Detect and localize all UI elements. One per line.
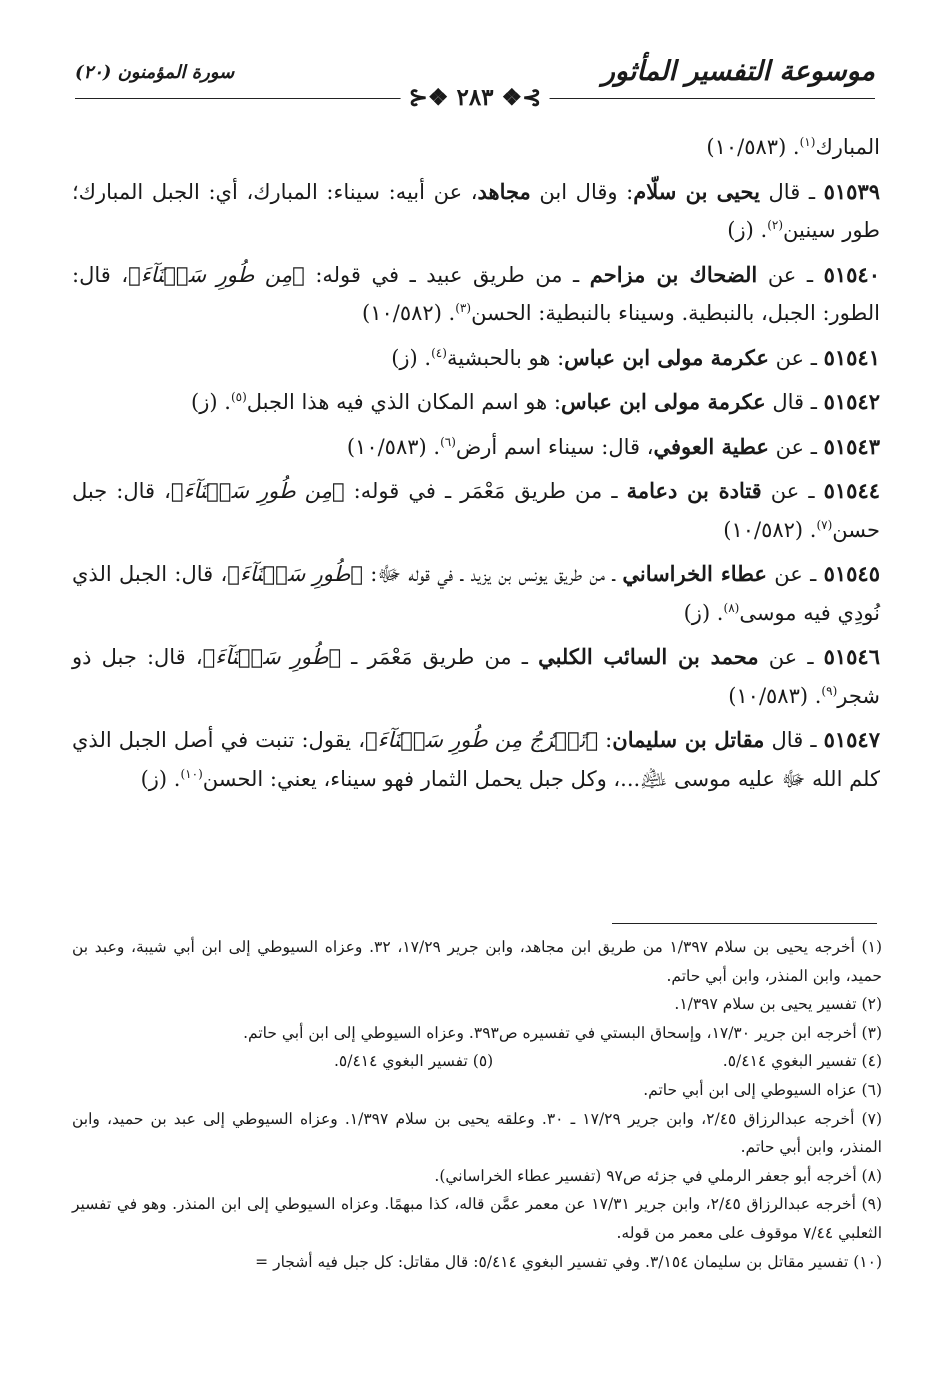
footnote-ref: (٣) <box>455 301 472 315</box>
narrator-name: عكرمة مولى ابن عباس <box>564 344 769 370</box>
narration-paragraph <box>72 128 880 167</box>
narration-text: ـ من طريق عبيد ـ في قوله: <box>304 262 590 287</box>
quran-quote: ﴿مِن طُورِ سَيۡنَآءَ﴾ <box>128 262 305 287</box>
narration-text: المبارك <box>815 135 880 159</box>
narration-text: . (ز) <box>683 600 724 625</box>
narration-text: ، قال: الجبل الذي نُودِي فيه موسى <box>72 562 880 625</box>
ornament-right-icon: ❖⊰ <box>501 84 542 111</box>
narration-text: . (١٠/٥٨٣) <box>706 135 800 159</box>
narration-text: ـ عن <box>768 345 824 370</box>
narration-paragraph <box>72 555 880 632</box>
narration-paragraph <box>72 256 880 333</box>
narration-text: ـ قال <box>759 179 824 204</box>
narrator-name: يحيى بن سلّام <box>633 178 760 204</box>
footnote-ref: (٢) <box>767 218 784 232</box>
narration-text: : <box>598 728 613 752</box>
narrator-name: عكرمة مولى ابن عباس <box>560 389 766 414</box>
narration-paragraph <box>72 428 880 467</box>
footnote-9: (٩) أخرجه عبدالرزاق ٢/٤٥، وابن جرير ١٧/٣١ عن معمر عمَّن قاله، كذا مبهمًا. وعزاه السيوطي إلى ابن المنذر. وهو في تفسير الثعلبي ٧/٤٤ موقوف على معمر من قوله. <box>72 1195 882 1242</box>
footnote-7: (٧) أخرجه عبدالرزاق ٢/٤٥، وابن جرير ١٧/٢٩ ـ ٣٠. وعلقه يحيى بن سلام ١/٣٩٧. وعزاه السيوطي إلى عبد بن حميد، وابن المنذر، وابن أبي حاتم. <box>72 1109 882 1157</box>
book-title: موسوعة التفسير المأثور <box>601 56 875 87</box>
narration-text: ، يقول: تنبت في أصل الجبل الذي كلم الله ﷻ عليه موسى ﵇...، وكل جبل يحمل الثمار فهو سيناء، يعني: الحسن <box>72 728 880 791</box>
footnote-10: (١٠) تفسير مقاتل بن سليمان ٣/١٥٤. وفي تفسير البغوي ٥/٤١٤: قال مقاتل: كل جبل فيه أشجار = <box>255 1252 882 1271</box>
narration-text: . (١٠/٥٨٢) <box>723 517 817 542</box>
narration-paragraph <box>72 383 880 422</box>
main-text <box>72 128 880 804</box>
footnotes <box>72 933 882 1276</box>
narration-paragraph <box>72 173 880 250</box>
footnote-separator <box>612 923 877 924</box>
narrator-name: الضحاك بن مزاحم <box>589 261 758 287</box>
narration-text: ، قال: جبل ذو شجر <box>72 645 880 708</box>
footnote-1: (١) أخرجه يحيى بن سلام ١/٣٩٧ من طريق ابن مجاهد، وابن جرير ١٧/٢٩، ٣٢. وعزاه السيوطي إلى ابن أبي شيبة، وعبد بن حميد، وابن المنذر، وابن أبي حاتم. <box>72 938 882 985</box>
narration-number: ٥١٥٤٣ <box>823 433 880 459</box>
narration-text: ـ عن <box>766 562 824 586</box>
narration-number: ٥١٥٣٩ <box>823 178 881 204</box>
narration-text: ، قال: سيناء اسم أرض <box>455 434 654 459</box>
surah-title: سورة المؤمنون (٢٠) <box>75 62 235 83</box>
narration-text: : وقال ابن <box>530 179 634 204</box>
narration-number: ٥١٥٤١ <box>823 344 880 370</box>
quran-quote: ﴿مِن طُورِ سَيۡنَآءَ﴾ <box>170 479 345 503</box>
footnote-ref: (٤) <box>431 345 447 360</box>
narration-paragraph <box>72 472 880 549</box>
narrator-name: عطية العوفي <box>653 433 769 459</box>
narrator-name: عطاء الخراساني <box>622 561 767 586</box>
ornament-left-icon: ⊱❖ <box>408 84 449 111</box>
narration-number: ٥١٥٤٤ <box>823 478 881 503</box>
narration-text: ، قال: الطور: الجبل، بالنبطية. وسيناء بالنبطية: الحسن <box>72 262 880 325</box>
narration-text: ـ من طريق مَعْمَر ـ في قوله: <box>344 479 627 503</box>
narration-text: : هو بالحبشية <box>446 345 565 370</box>
narration-text: ـ عن <box>768 434 824 459</box>
narration-text: . (١٠/٥٨٣) <box>728 683 822 708</box>
footnote-ref: (١) <box>799 135 816 149</box>
narration-number: ٥١٥٤٠ <box>823 261 880 287</box>
narration-text: : هو اسم المكان الذي فيه هذا الجبل <box>246 390 561 414</box>
footnote-5: (٥) تفسير البغوي ٥/٤١٤. <box>333 1052 494 1071</box>
running-header <box>75 50 875 110</box>
narration-text: . (ز) <box>391 345 432 370</box>
narrator-name: قتادة بن دعامة <box>626 478 762 503</box>
narrator-name: مجاهد <box>477 178 531 204</box>
footnote-ref: (٧) <box>816 517 833 532</box>
narration-number: ٥١٥٤٧ <box>823 727 880 752</box>
footnote-ref: (١٠) <box>180 766 203 781</box>
narration-text: ـ قال <box>765 390 824 414</box>
narration-text: . (١٠/٥٨٢) <box>362 301 456 325</box>
footnote-ref: (٨) <box>723 600 740 615</box>
narration-text: ، عن أبيه: سيناء: المبارك، أي: الجبل المبارك؛ طور سينين <box>72 179 880 242</box>
narration-text: ـ عن <box>757 262 824 287</box>
narration-text: ـ عن <box>758 645 824 669</box>
quran-quote: ﴿طُورِ سَيۡنَآءَ﴾ <box>202 645 342 669</box>
footnote-ref: (٦) <box>440 434 456 449</box>
narration-text: . (ز) <box>191 390 231 414</box>
narration-text: . (١٠/٥٨٣) <box>346 434 441 459</box>
narration-paragraph <box>72 638 880 715</box>
footnote-3: (٣) أخرجه ابن جرير ١٧/٣٠، وإسحاق البستي في تفسيره ص٣٩٣. وعزاه السيوطي إلى ابن أبي حاتم. <box>243 1023 882 1042</box>
quran-quote: ﴿تَخۡرُجُ مِن طُورِ سَيۡنَآءَ﴾ <box>365 728 599 752</box>
narrator-name: محمد بن السائب الكلبي <box>538 644 759 669</box>
footnote-8: (٨) أخرجه أبو جعفر الرملي في جزئه ص٩٧ (تفسير عطاء الخراساني). <box>434 1166 882 1185</box>
narration-text: . (ز) <box>727 218 768 242</box>
narration-number: ٥١٥٤٥ <box>823 561 880 586</box>
footnote-4: (٤) تفسير البغوي ٥/٤١٤. <box>722 1052 882 1071</box>
page-number: ⊱❖ ٢٨٣ ❖⊰ <box>401 84 550 111</box>
footnote-ref: (٥) <box>230 390 247 404</box>
narration-paragraph <box>72 721 880 798</box>
narration-text: ـ من طريق يونس بن يزيد ـ في قوله ﷻ: <box>362 562 623 586</box>
footnote-2: (٢) تفسير يحيى بن سلام ١/٣٩٧. <box>674 995 882 1014</box>
narration-text: ـ قال <box>764 728 824 752</box>
narration-text: ـ من طريق مَعْمَر ـ <box>341 645 539 669</box>
footnote-4-5 <box>72 1047 882 1076</box>
narration-number: ٥١٥٤٢ <box>823 389 880 414</box>
footnote-ref: (٩) <box>821 683 838 698</box>
narration-text: ، قال: جبل حسن <box>72 479 880 542</box>
narration-text: . (ز) <box>140 766 181 791</box>
narration-number: ٥١٥٤٦ <box>823 644 880 669</box>
quran-quote: ﴿طُورِ سَيۡنَآءَ﴾ <box>227 562 363 586</box>
narration-text: ـ عن <box>761 479 824 503</box>
narrator-name: مقاتل بن سليمان <box>612 727 765 752</box>
footnote-6: (٦) عزاه السيوطي إلى ابن أبي حاتم. <box>643 1080 882 1099</box>
narration-paragraph <box>72 339 880 378</box>
